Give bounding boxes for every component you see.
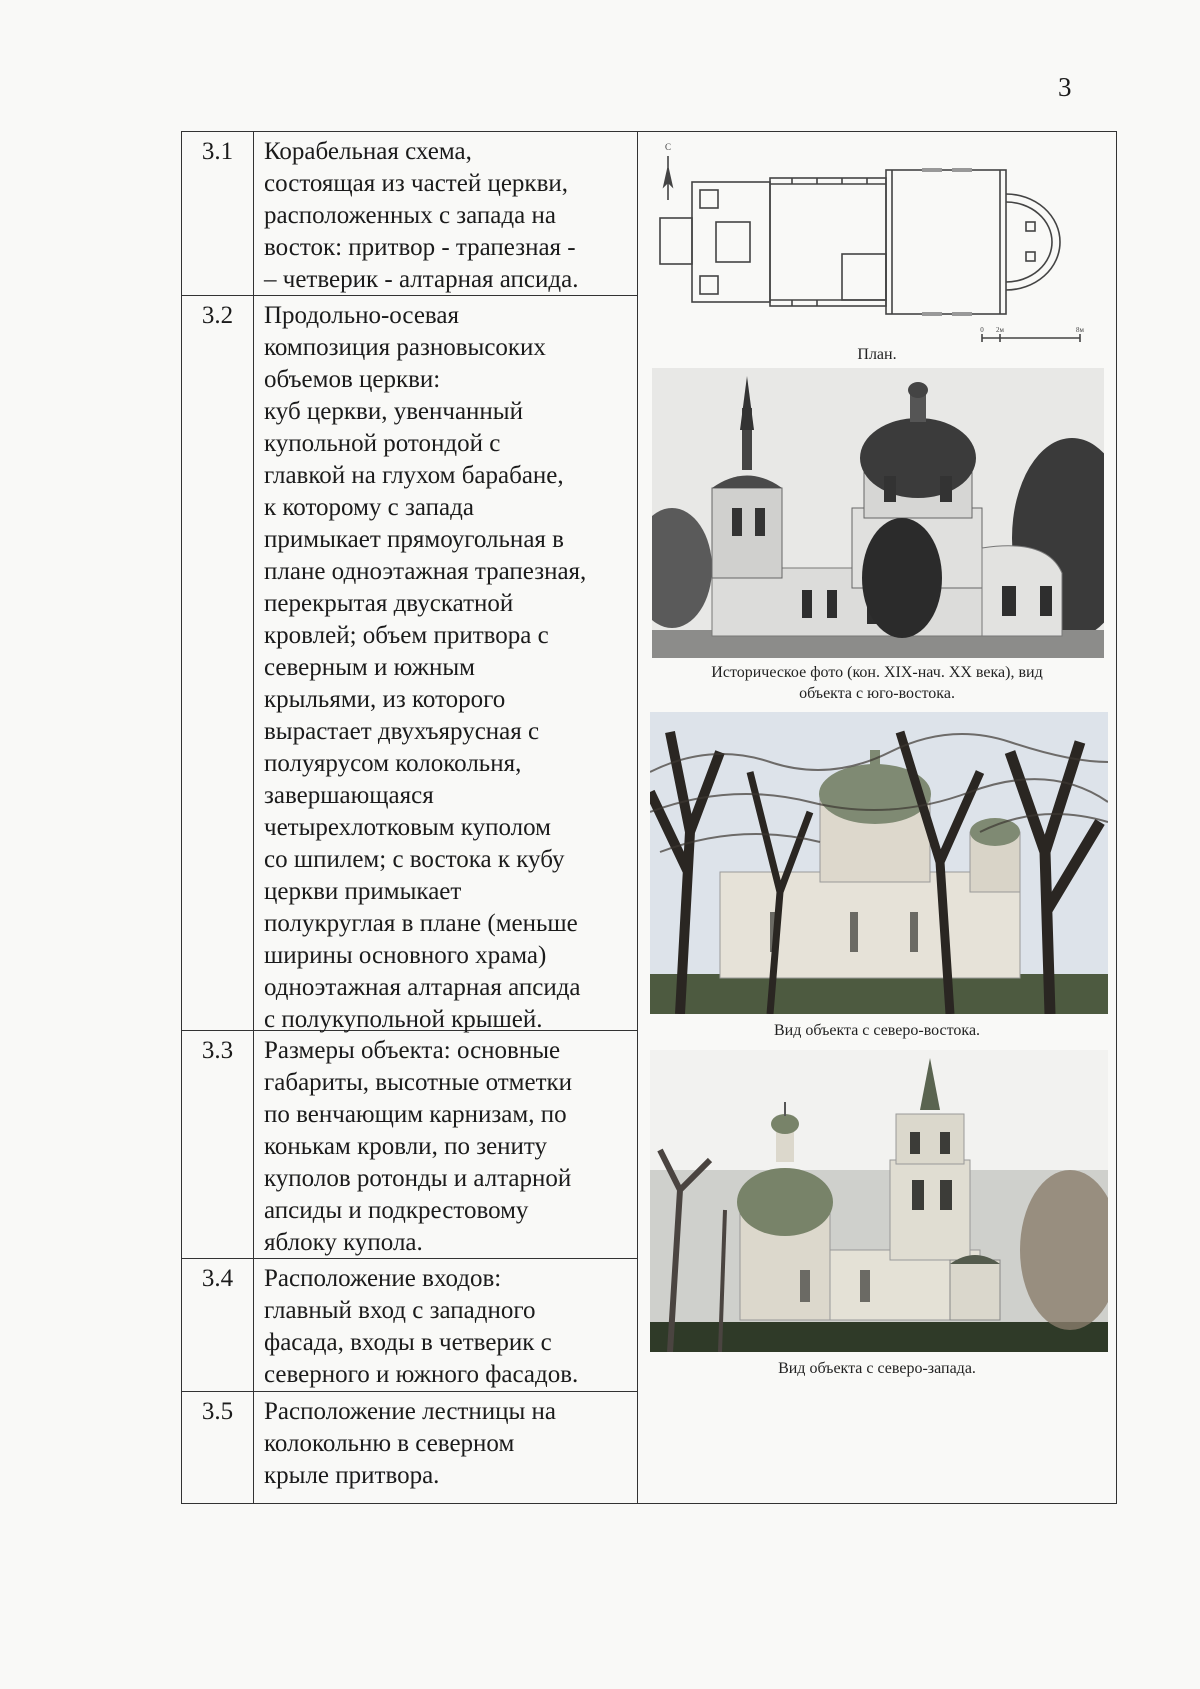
text-line: со шпилем; с востока к кубу: [264, 846, 565, 873]
text-line: габариты, высотные отметки: [264, 1069, 573, 1096]
text-line: – четверик - алтарная апсида.: [264, 266, 579, 293]
northeast-photo-caption: Вид объекта с северо-востока.: [773, 1022, 981, 1039]
plan-caption: План.: [857, 346, 897, 363]
row-number: 3.2: [182, 296, 253, 1031]
row-number: 3.1: [182, 132, 253, 296]
text-line: конькам кровли, по зениту: [264, 1133, 548, 1160]
text-line: купольной ротондой с: [264, 430, 501, 457]
text-line: Размеры объекта: основные: [264, 1037, 561, 1064]
text-line: колокольню в северном: [264, 1430, 515, 1457]
row-number: 3.5: [201, 1398, 234, 1425]
text-line: одноэтажная алтарная апсида: [264, 974, 581, 1001]
text-line: северным и южным: [264, 654, 475, 681]
text-line: Расположение входов:: [264, 1265, 502, 1292]
text-line: крыльями, из которого: [264, 686, 506, 713]
text-line: яблоку купола.: [264, 1229, 423, 1256]
text-line: крыле притвора.: [264, 1462, 440, 1489]
caption-line: Историческое фото (кон. XIX-нач. XX века), вид: [711, 664, 1043, 681]
heritage-table: [181, 131, 1117, 1504]
text-line: завершающаяся: [264, 782, 434, 809]
row-number: 3.4: [182, 1259, 253, 1392]
text-line: куполов ротонды и алтарной: [264, 1165, 572, 1192]
text-line: главный вход с западного: [264, 1297, 536, 1324]
northwest-photo-caption: Вид объекта с северо-запада.: [778, 1360, 976, 1377]
text-line: Корабельная схема,: [264, 138, 472, 165]
text-line: расположенных с запада на: [264, 202, 556, 229]
row-description: [254, 1392, 637, 1505]
text-line: ширины основного храма): [264, 942, 547, 969]
text-line: вырастает двухъярусная с: [264, 718, 540, 745]
text-line: плане одноэтажная трапезная,: [264, 558, 587, 585]
scale-label: 0: [980, 326, 984, 334]
row-number: 3.3: [182, 1031, 253, 1259]
text-line: восток: притвор - трапезная -: [264, 234, 576, 261]
church-floor-plan: [652, 138, 1102, 348]
text-line: церкви примыкает: [264, 878, 462, 905]
text-line: объемов церкви:: [264, 366, 441, 393]
text-line: фасада, входы в четверик с: [264, 1329, 552, 1356]
text-line: куб церкви, увенчанный: [264, 398, 523, 425]
scale-label: 2м: [996, 326, 1004, 334]
northeast-photo: [650, 712, 1108, 1014]
text-line: Расположение лестницы на: [264, 1398, 557, 1425]
text-line: четырехлотковым куполом: [264, 814, 551, 841]
text-line: примыкает прямоугольная в: [264, 526, 564, 553]
caption-line: объекта с юго-востока.: [799, 685, 955, 702]
scale-label: 8м: [1076, 326, 1084, 334]
text-line: полукруглая в плане (меньше: [264, 910, 578, 937]
text-line: к которому с запада: [264, 494, 474, 521]
text-line: кровлей; объем притвора с: [264, 622, 549, 649]
text-line: перекрытая двускатной: [264, 590, 514, 617]
north-mark: С: [664, 142, 672, 152]
row-description: [254, 296, 637, 1031]
illustrations-column: [638, 132, 1116, 1503]
text-line: главкой на глухом барабане,: [264, 462, 564, 489]
description-column: [254, 132, 638, 1503]
text-line: состоящая из частей церкви,: [264, 170, 569, 197]
row-description: [254, 1259, 637, 1392]
northwest-photo: [650, 1050, 1108, 1352]
number-column: [182, 132, 254, 1503]
historical-photo-caption: [638, 662, 1116, 704]
historical-photo: [652, 368, 1104, 658]
row-description: [254, 1031, 637, 1259]
text-line: апсиды и подкрестовому: [264, 1197, 529, 1224]
text-line: с полукупольной крышей.: [264, 1006, 543, 1033]
text-line: Продольно-осевая: [264, 302, 459, 329]
text-line: по венчающим карнизам, по: [264, 1101, 567, 1128]
page-number: 3: [1058, 72, 1072, 102]
row-description: [254, 132, 637, 296]
text-line: северного и южного фасадов.: [264, 1361, 579, 1388]
text-line: композиция разновысоких: [264, 334, 546, 361]
text-line: полуярусом колокольня,: [264, 750, 522, 777]
